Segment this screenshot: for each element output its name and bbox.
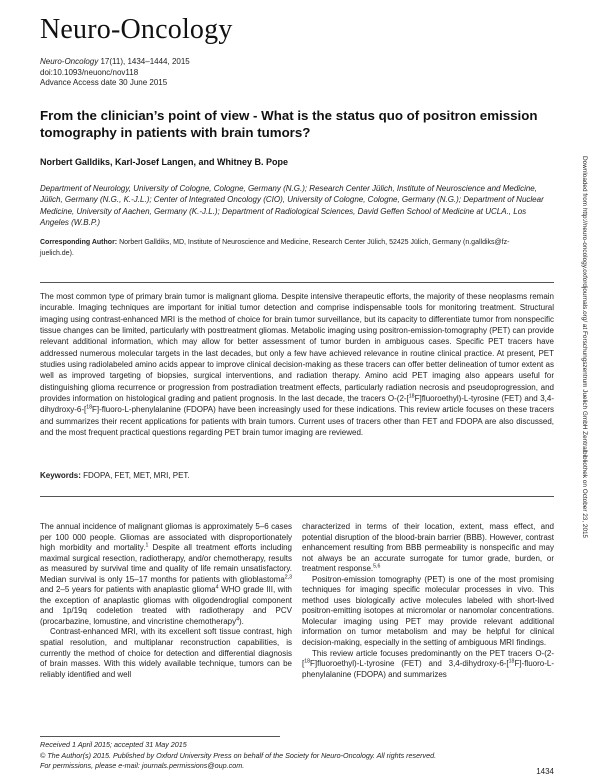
corresponding-text: Norbert Galldiks, MD, Institute of Neuroscience and Medicine, Research Center Jülich, 52425 Jülich, Germany (n.galldiks@fz-juelich.de). — [40, 239, 510, 257]
copyright-line: © The Author(s) 2015. Published by Oxford University Press on behalf of the Society for Neuro-Oncology. All rights reserved. — [40, 750, 437, 760]
keywords-label: Keywords: — [40, 471, 81, 480]
abstract-part-2: F]fluoroethyl)-L-tyrosine (FET) and 3,4-dihydroxy-6-[ — [40, 394, 554, 415]
body-paragraph: Contrast-enhanced MRI, with its excellent soft tissue contrast, high spatial resolution, and multiplanar reconstruction capabilities, is currently the method of choice for detection and differential diagnosis of brain masses. With this widely available technique, tumors can be reliably identified and well — [40, 627, 292, 679]
reference-sup: 4 — [236, 616, 239, 623]
abstract — [40, 291, 554, 438]
keywords-text: FDOPA, FET, MET, MRI, PET. — [80, 471, 190, 480]
citation-volume: 17(11), 1434–1444, 2015 — [98, 57, 190, 66]
page-number: 1434 — [536, 767, 554, 776]
permissions-line: For permissions, please e-mail: journals.permissions@oup.com. — [40, 761, 245, 770]
author-list: Norbert Galldiks, Karl-Josef Langen, and Whitney B. Pope — [40, 157, 289, 167]
body-column-left — [40, 522, 292, 680]
abstract-top-rule — [40, 282, 554, 283]
body-paragraph — [302, 522, 554, 575]
reference-sup: 18 — [304, 658, 311, 665]
abstract-part-3: F]-fluoro-L-phenylalanine (FDOPA) have been increasingly used for these indications. This review article focuses on these tracers and summarizes their recent applications for patients with brain tumors. Current uses of tracers other than FET and FDOPA are also discussed, and the most frequent practical questions regarding PET brain tumor imaging are reviewed. — [40, 405, 554, 438]
abstract-bottom-rule — [40, 496, 554, 497]
citation-line — [40, 57, 190, 68]
reference-sup: 5,6 — [373, 563, 381, 570]
body-text: and 2–5 years for patients with anaplastic glioma — [40, 585, 216, 595]
keywords — [40, 471, 554, 480]
body-text: Despite all treatment efforts including maximal surgical resection, radiotherapy, and/or chemotherapy, results as measured by survival time and quality of life remain unsatisfactory. Median survival is only 15–17 months for patients with glioblastoma — [40, 543, 292, 584]
abstract-sup-2: 18 — [86, 404, 93, 411]
corresponding-label: Corresponding Author: — [40, 239, 118, 246]
affiliations: Department of Neurology, University of Cologne, Cologne, Germany (N.G.); Research Center Jülich, Institute of Neuroscience and Medicine, Jülich, Germany (N.G., K.-J.L.); Center of Integrated Oncology (CIO), University of Cologne, Cologne, Germany (N.G.); Department of Nuclear Medicine, University of Aachen, Germany (K.-J.L.); Department of Radiological Sciences, David Geffen School of Medicine at UCLA., Los Angeles (W.B.P.) — [40, 184, 544, 227]
body-paragraph — [40, 522, 292, 627]
body-paragraph — [302, 649, 554, 681]
body-text: The annual incidence of malignant gliomas is approximately 5–6 cases per 100 000 people. Gliomas are associated with disproportionately high morbidity and mortality. — [40, 522, 292, 553]
corresponding-author — [40, 238, 540, 259]
body-text: characterized in terms of their location, extent, mass effect, and potential disruption of the blood-brain barrier (BBB). However, contrast enhancement resulting from BBB permeability is nonspecific and may not always be an accurate surrogate for tumor grade, burden, or treatment response. — [302, 522, 554, 574]
citation-block — [40, 57, 190, 89]
abstract-part-1: The most common type of primary brain tumor is malignant glioma. Despite intensive therapeutic efforts, the majority of these neoplasms remain incurable. Imaging techniques are important for initial tumor detection and comprise indispensable tools for monitoring treatment. Structural imaging using contrast-enhanced MRI is the method of choice for brain tumor surveillance, but its capacity to differentiate tumor from nonspecific tissue changes can be limited, particularly with posttreatment gliomas. Metabolic imaging using positron-emission-tomography (PET) can provide relevant additional information, which may allow for better assessment of tumor burden in ambiguous cases. Specific PET tracers have addressed numerous molecular targets in the last decades, but only a few have achieved relevance in routine clinical practice. At present, PET studies using radiolabeled amino acids appear to improve clinical decision-making as these tracers can offer better delineation of tumor extent as well as improved targeting of biopsies, surgical interventions, and radiation therapy. Amino acid PET imaging also appears useful for distinguishing glioma recurrence or progression from postradiation treatment effects, particularly radiation necrosis and pseudoprogression, and provides information on histological grading and patient prognosis. In the last decade, the tracers O-(2-[ — [40, 292, 554, 404]
footer-rule — [40, 736, 280, 737]
article-title: From the clinician’s point of view - What is the status quo of positron emission tomography in patients with brain tumors? — [40, 108, 538, 140]
body-text: ). — [239, 616, 244, 626]
abstract-sup-1: 18 — [408, 393, 415, 400]
doi-line: doi:10.1093/neuonc/nov118 — [40, 67, 139, 77]
reference-sup: 18 — [508, 658, 515, 665]
journal-name: Neuro-Oncology — [40, 57, 99, 66]
body-text: WHO grade III, with the exception of anaplastic gliomas with oligodendroglial component and 1p/19q codeletion treated with radiotherapy and PCV (procarbazine, lomustine, and vincristine chemotherapy — [40, 585, 292, 626]
reference-sup: 4 — [215, 584, 219, 591]
received-line: Received 1 April 2015; accepted 31 May 2015 — [40, 740, 187, 749]
body-column-right — [302, 522, 554, 680]
reference-sup: 2,3 — [284, 574, 292, 581]
journal-title: Neuro-Oncology — [40, 14, 233, 45]
footer-notes — [40, 740, 436, 772]
reference-sup: 1 — [145, 542, 149, 549]
body-text: F]fluoroethyl)-L-tyrosine (FET) and 3,4-dihydroxy-6-[ — [310, 659, 509, 669]
body-text: F]-fluoro-L-phenylalanine (FDOPA) and summarizes — [302, 659, 554, 679]
body-paragraph: Positron-emission tomography (PET) is one of the most promising techniques for imaging specific molecular processes in vivo. This method uses biologically active molecules labeled with short-lived positron-emitting isotopes at micromolar or nanomolar concentrations. Molecular imaging using PET may provide relevant additional information on tumor metabolism and may be helpful for clinical decision-making, especially in the setting of ambiguous MRI findings. — [302, 574, 554, 648]
download-side-note: Downloaded from http://neuro-oncology.oxfordjournals.org/ at Forschungszentrum Juelich GmbH Zentralbibliothek on October 23, 2015 — [581, 156, 588, 539]
body-text: This review article focuses predominantly on the PET tracers O-(2-[ — [302, 648, 554, 669]
advance-access-line: Advance Access date 30 June 2015 — [40, 78, 168, 87]
